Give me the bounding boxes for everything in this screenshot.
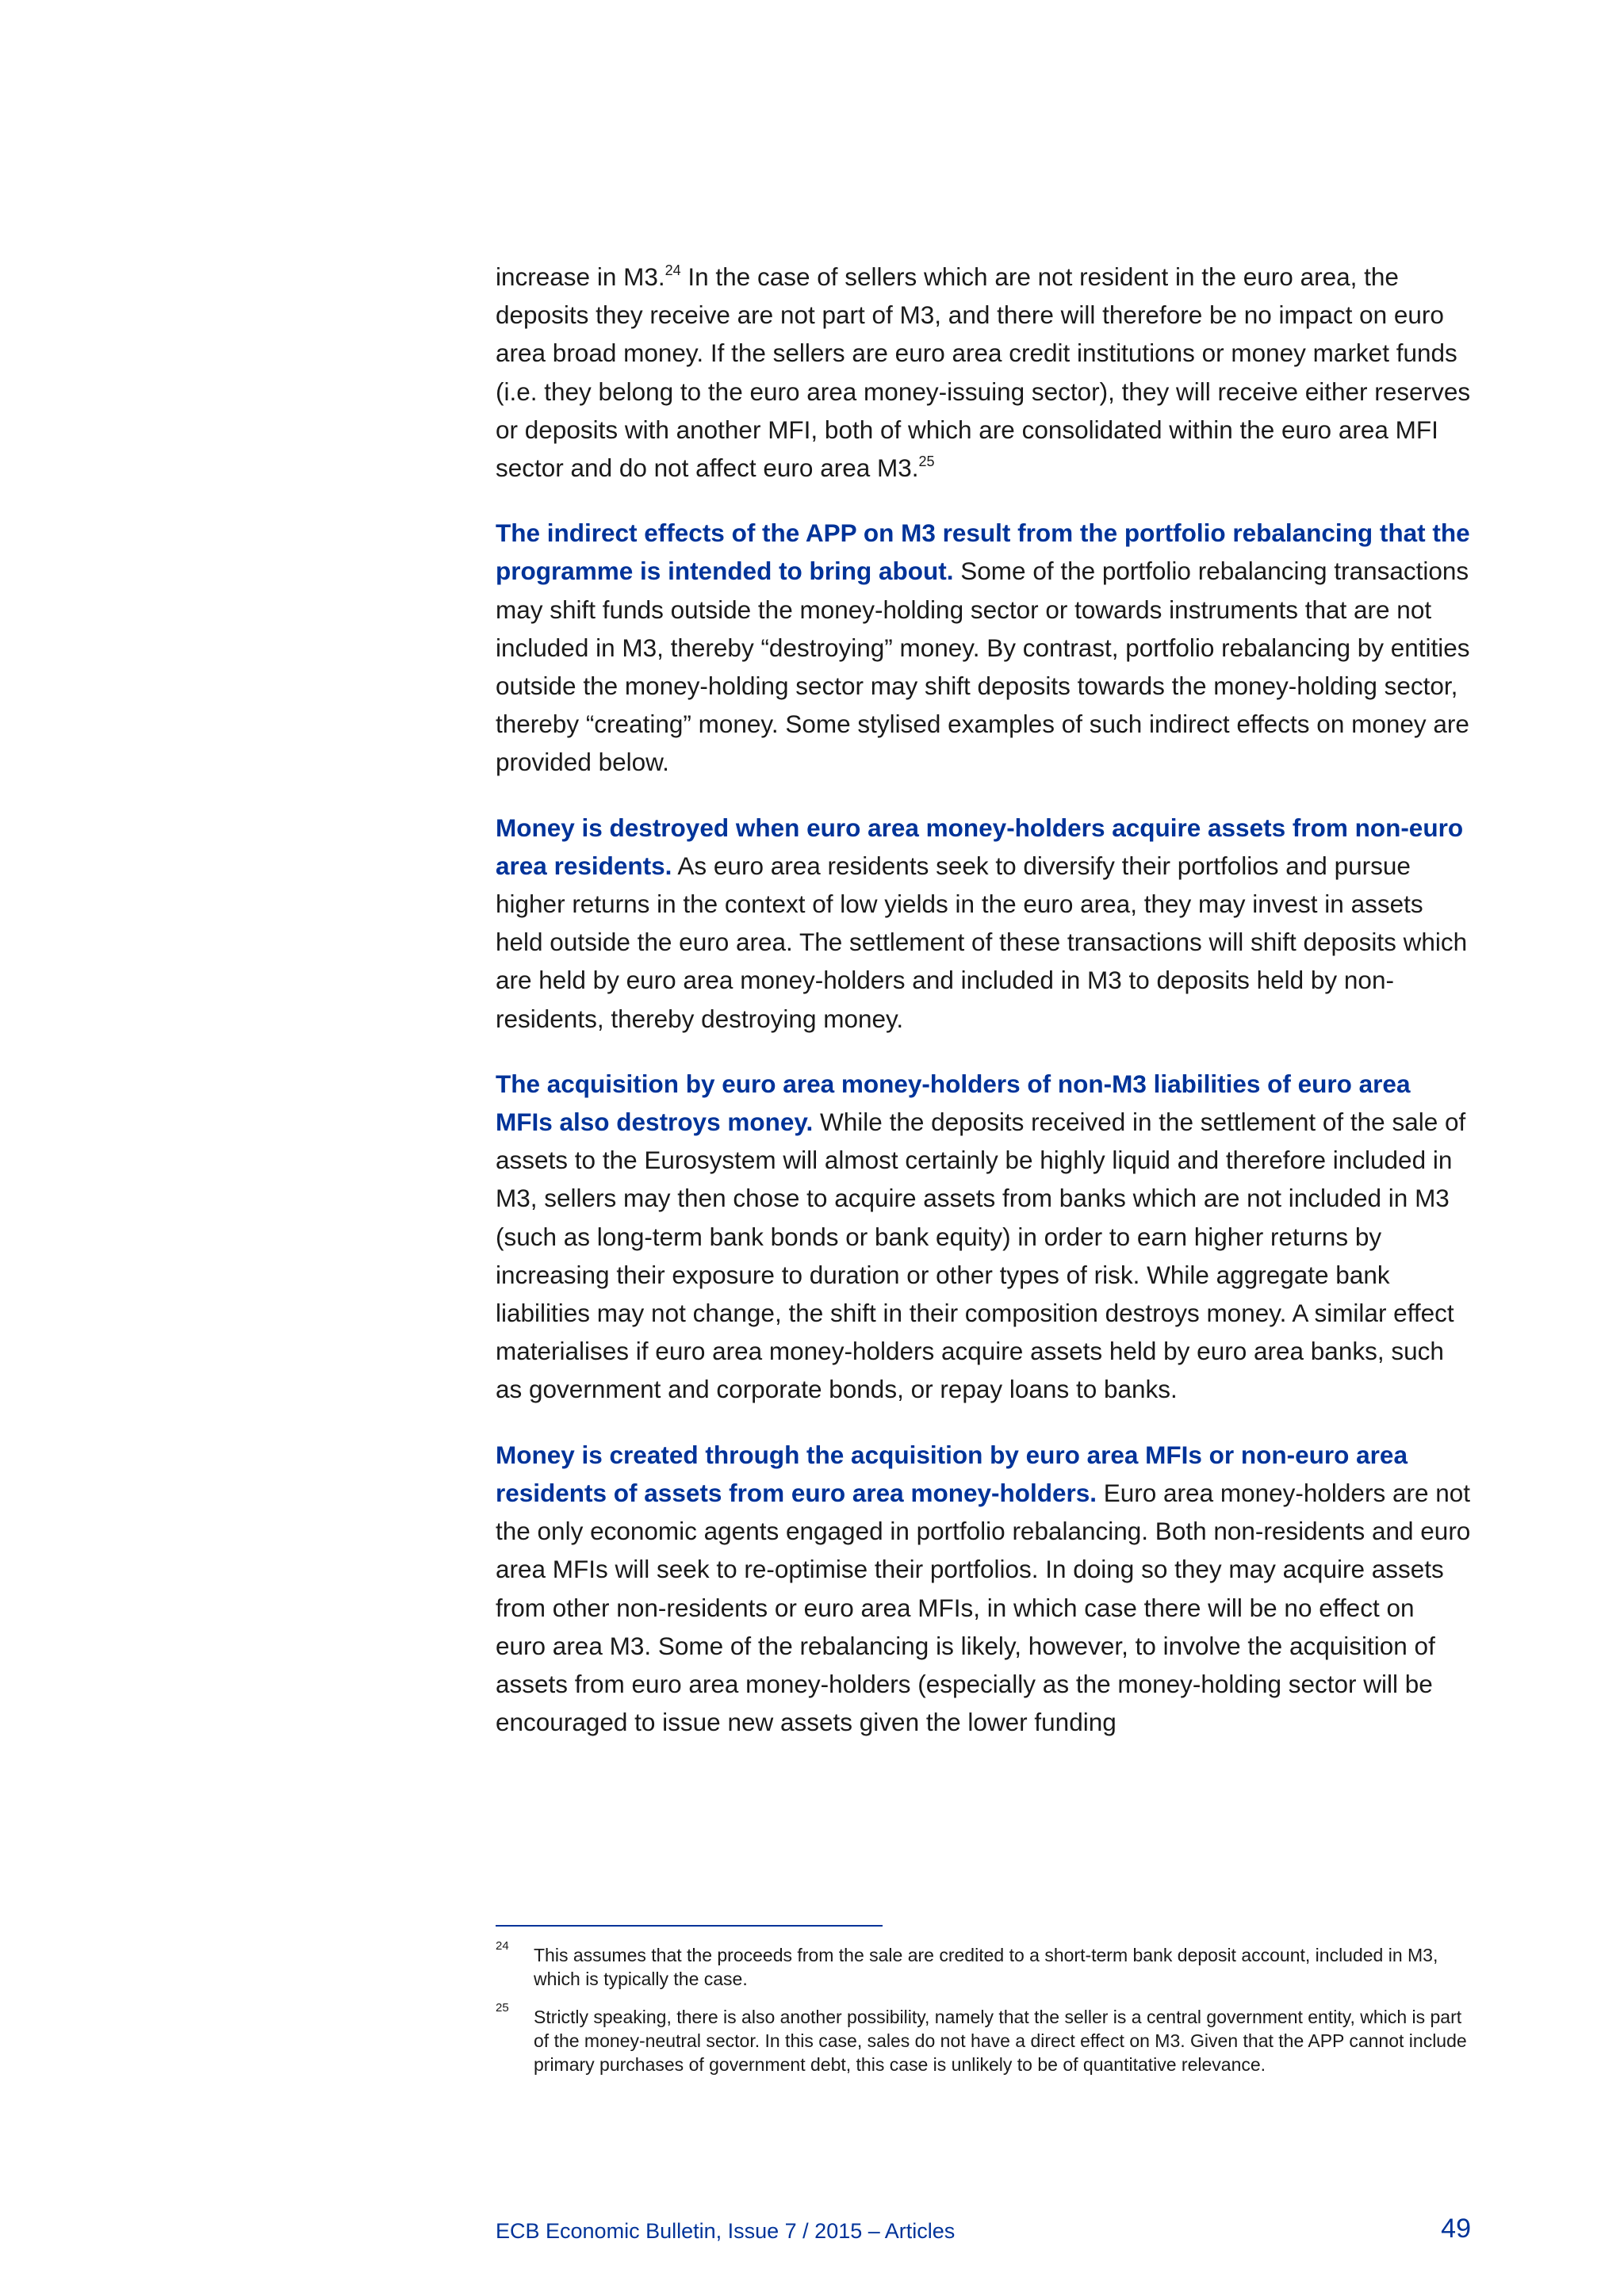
paragraph-1-text-a: increase in M3. [496,262,665,291]
footnote-number: 25 [496,2001,509,2015]
footnote-25 [496,2001,1471,2076]
paragraph-2 [496,514,1471,781]
paragraph-4 [496,1065,1471,1409]
footnote-divider [496,1925,883,1927]
footnote-text: Strictly speaking, there is also another possibility, namely that the seller is a central government entity, which is part of the money-neutral sector. In this case, sales do not have a direct effect on M3. Given that the APP cannot include primary purchases of government debt, this case is unlikely to be of quantitative relevance. [534,2007,1467,2075]
paragraph-1 [496,258,1471,487]
page-number: 49 [1441,2214,1471,2244]
article-body [496,258,1471,1768]
paragraph-4-lead: The acquisition by euro area money-holders of non-M3 liabilities of euro area MFIs also destroys money. [496,1069,1411,1137]
footnote-number: 24 [496,1939,509,1953]
paragraph-4-text: While the deposits received in the settlement of the sale of assets to the Eurosystem will almost certainly be highly liquid and therefore included in M3, sellers may then chose to acquire assets from banks which are not included in M3 (such as long-term bank bonds or bank equity) in order to earn higher returns by increasing their exposure to duration or other types of risk. While aggregate bank liabilities may not change, the shift in their composition destroys money. A similar effect materialises if euro area money-holders acquire assets held by euro area banks, such as government and corporate bonds, or repay loans to banks. [496,1108,1466,1404]
paragraph-5 [496,1436,1471,1742]
paragraph-3-text: As euro area residents seek to diversify their portfolios and pursue higher returns in the context of low yields in the euro area, they may invest in assets held outside the euro area. The settlement of these transactions will shift deposits which are held by euro area money-holders and included in M3 to deposits held by non-residents, thereby destroying money. [496,851,1468,1033]
footer-publication-link[interactable]: ECB Economic Bulletin, Issue 7 / 2015 – Articles [496,2219,956,2243]
footnote-24 [496,1939,1471,1991]
footnote-ref-25[interactable]: 25 [918,453,935,469]
footnote-text: This assumes that the proceeds from the sale are credited to a short-term bank deposit account, included in M3, which is typically the case. [534,1945,1438,1989]
footnote-ref-24[interactable]: 24 [665,262,681,278]
paragraph-2-text: Some of the portfolio rebalancing transactions may shift funds outside the money-holding sector or towards instruments that are not included in M3, thereby “destroying” money. By contrast, portfolio rebalancing by entities outside the money-holding sector may shift deposits towards the money-holding sector, thereby “creating” money. Some stylised examples of such indirect effects on money are provided below. [496,557,1470,777]
footnotes-section [496,1939,1471,2091]
paragraph-5-lead: Money is created through the acquisition by euro area MFIs or non-euro area residents of assets from euro area money-holders. [496,1440,1408,1507]
paragraph-3 [496,809,1471,1038]
paragraph-3-lead: Money is destroyed when euro area money-holders acquire assets from non-euro area residents. [496,813,1464,880]
paragraph-1-text-b: In the case of sellers which are not resident in the euro area, the deposits they receive are not part of M3, and there will therefore be no impact on euro area broad money. If the sellers are euro area credit institutions or money market funds (i.e. they belong to the euro area money-issuing sector), they will receive either reserves or deposits with another MFI, both of which are consolidated within the euro area MFI sector and do not affect euro area M3. [496,262,1471,483]
paragraph-5-text: Euro area money-holders are not the only economic agents engaged in portfolio rebalancing. Both non-residents and euro area MFIs will seek to re-optimise their portfolios. In doing so they may acquire assets from other non-residents or euro area MFIs, in which case there will be no effect on euro area M3. Some of the rebalancing is likely, however, to involve the acquisition of assets from euro area money-holders (especially as the money-holding sector will be encouraged to issue new assets given the lower funding [496,1478,1471,1737]
paragraph-2-lead: The indirect effects of the APP on M3 result from the portfolio rebalancing that the programme is intended to bring about. [496,519,1470,586]
